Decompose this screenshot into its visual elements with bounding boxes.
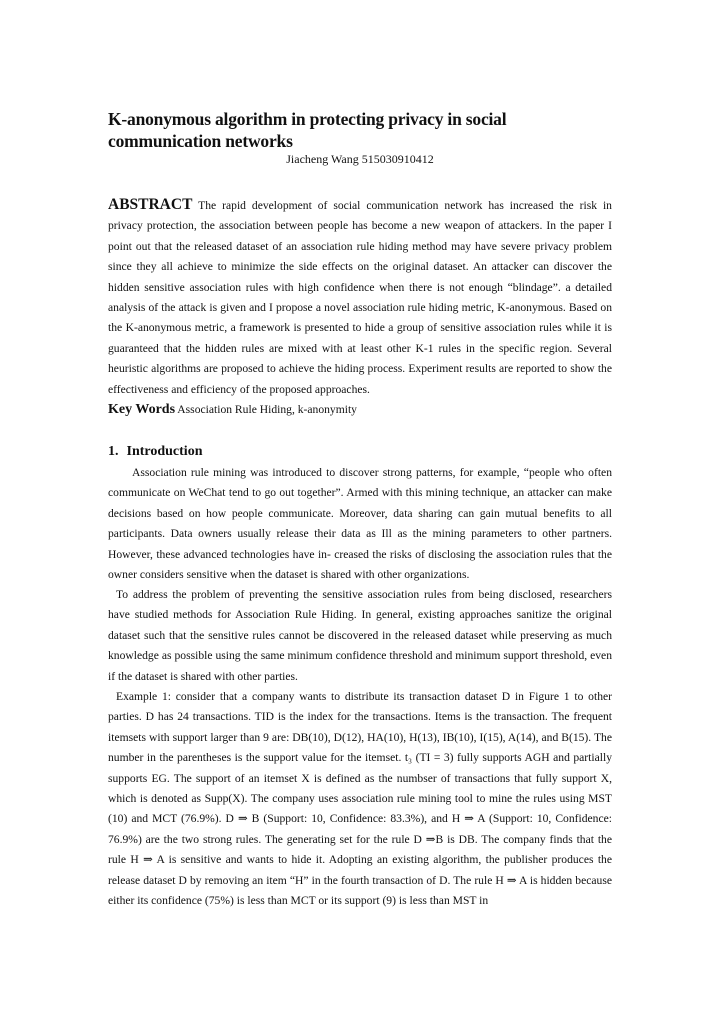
- section-title: Introduction: [126, 444, 203, 459]
- keywords-text: Association Rule Hiding, k-anonymity: [177, 403, 357, 416]
- keywords: [108, 400, 357, 420]
- abstract-heading: ABSTRACT: [108, 196, 193, 213]
- abstract: [108, 195, 612, 400]
- intro-paragraph-3: Example 1: consider that a company wants to distribute its transaction dataset D in Figure 1 to other parties. D has 24 transactions. TID is the index for the transactions. Items is the transaction. The frequent itemsets with support larger than 9 are: DB(10), D(12), HA(10), H(13), IB(10), I(15), A(14), and B(15). The number in the parentheses is the support value for the itemset. t₃ (TI = 3) fully supports AGH and partially supports EG. The support of an itemset X is defined as the numbser of transactions that fully support X, which is denoted as Supp(X). The company uses association rule mining tool to mine the rules using MST (10) and MCT (76.9%). D ⇒ B (Support: 10, Confidence: 83.3%), and H ⇒ A (Support: 10, Confidence: 76.9%) are the two strong rules. The generating set for the rule D ⇒B is DB. The company finds that the rule H ⇒ A is sensitive and wants to hide it. Adopting an existing algorithm, the publisher produces the release dataset D by removing an item “H” in the fourth transaction of D. The rule H ⇒ A is hidden because either its confidence (75%) is less than MCT or its support (9) is less than MST in: [108, 690, 612, 908]
- intro-paragraph-1: Association rule mining was introduced to discover strong patterns, for example, “people who often communicate on WeChat tend to go out together”. Armed with this mining technique, an attacker can make decisions based on how people communicate. Moreover, data sharing can gain mutual benefits to all participants. Data owners usually release their data as Ill as the mining parameters to other partners. However, these advanced technologies have in- creased the risks of disclosing the association rules that the owner considers sensitive when the dataset is shared with other organizations.: [108, 466, 612, 582]
- keywords-heading: Key Words: [108, 402, 176, 417]
- section-number: 1.: [108, 444, 119, 459]
- section-heading-introduction: [108, 443, 202, 461]
- intro-paragraph-2: To address the problem of preventing the sensitive association rules from being disclosed, researchers have studied methods for Association Rule Hiding. In general, existing approaches sanitize the original dataset such that the sensitive rules cannot be discovered in the released dataset while preserving as much knowledge as possible using the same minimum confidence threshold and minimum support threshold, even if the dataset is shared with other parties.: [108, 588, 612, 683]
- paper-title: K-anonymous algorithm in protecting privacy in social communication networks: [108, 109, 507, 151]
- author-line: Jiacheng Wang 515030910412: [286, 152, 434, 166]
- abstract-text: The rapid development of social communication network has increased the risk in privacy protection, the association between people has become a new weapon of attackers. In the paper I point out that the released dataset of an association rule hiding method may have severe privacy problem since they all achieve to minimize the side effects on the original dataset. An attacker can discover the hidden sensitive association rules with high confidence when there is not enough “blindage”. a detailed analysis of the attack is given and I propose a novel association rule hiding metric, K-anonymous. Based on the K-anonymous metric, a framework is presented to hide a group of sensitive association rules while it is guaranteed that the hidden rules are mixed with at least other K-1 rules in the specific region. Several heuristic algorithms are proposed to achieve the hiding process. Experiment results are reported to show the effectiveness and efficiency of the proposed approaches.: [108, 199, 612, 396]
